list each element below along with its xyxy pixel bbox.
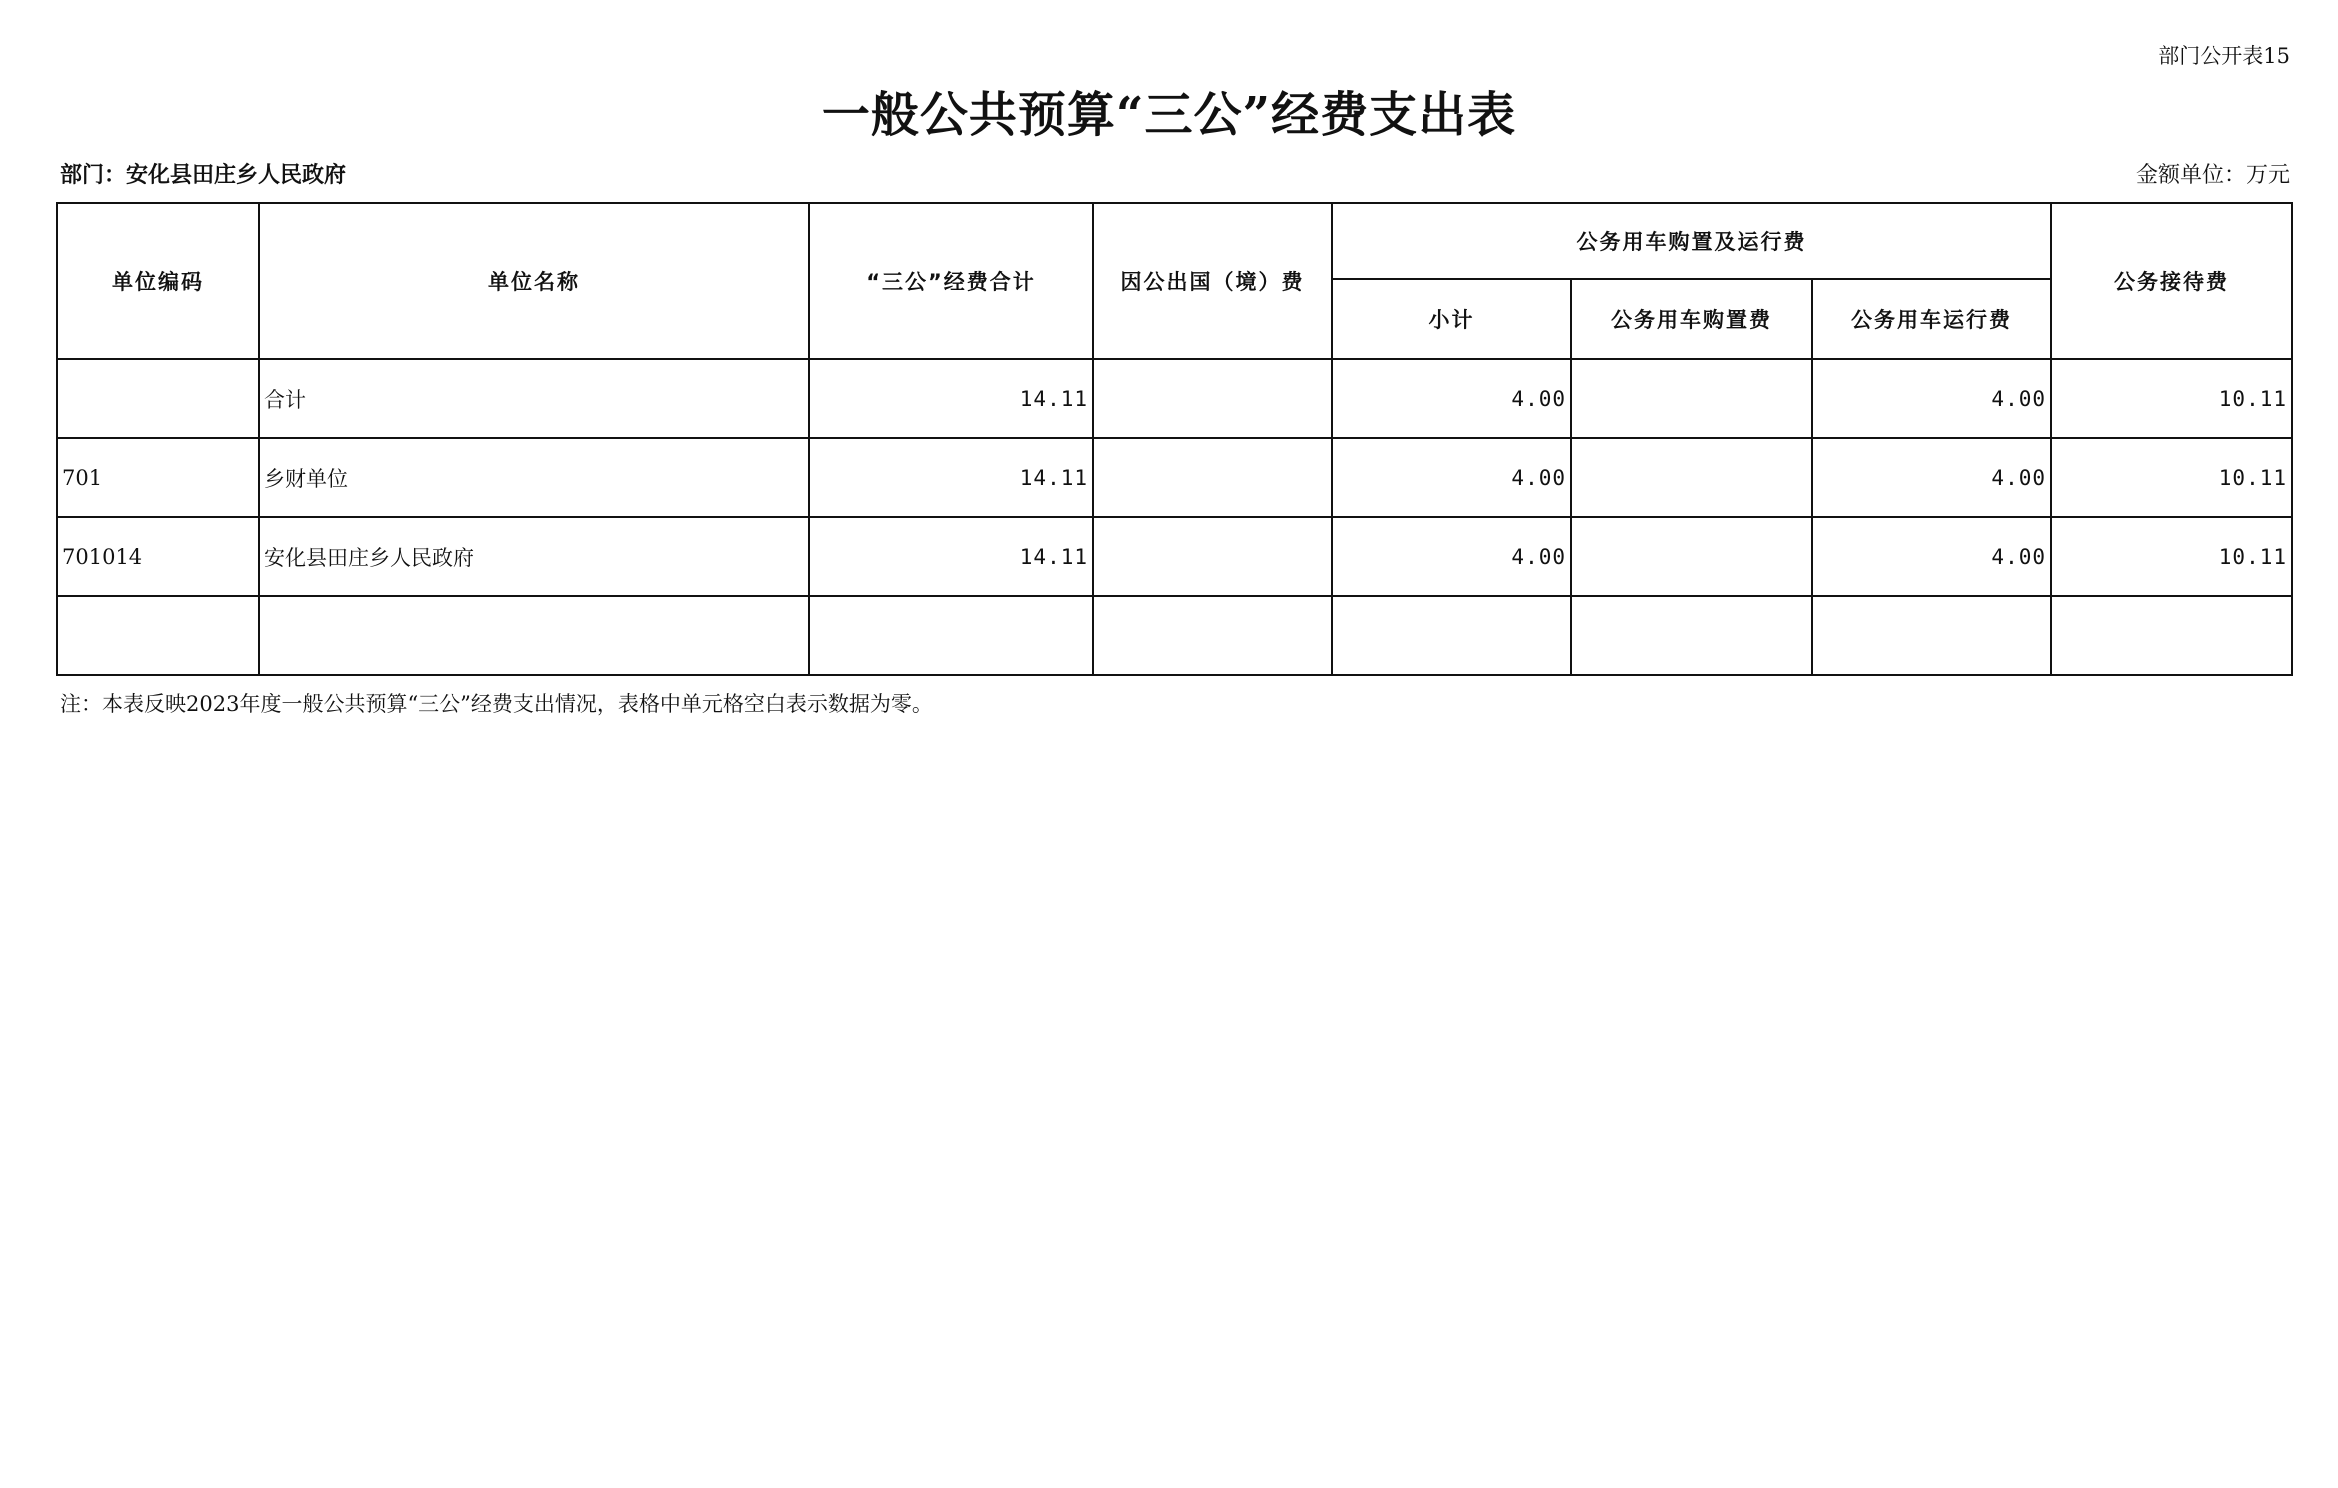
cell-reception: 10.11 <box>2051 438 2292 517</box>
table-row <box>57 438 2292 517</box>
header-row-1 <box>57 203 2292 279</box>
department-label: 部门：安化县田庄乡人民政府 <box>60 162 347 188</box>
cell-total <box>809 596 1093 675</box>
cell-code <box>57 596 259 675</box>
header-unit-code: 单位编码 <box>57 203 259 359</box>
table-row-total <box>57 359 2292 438</box>
cell-vehicle-subtotal: 4.00 <box>1332 438 1571 517</box>
cell-vehicle-purchase <box>1571 596 1812 675</box>
three-public-expenditure-table <box>56 202 2293 676</box>
cell-abroad <box>1093 438 1332 517</box>
header-vehicle-operation: 公务用车运行费 <box>1812 279 2051 359</box>
header-unit-name: 单位名称 <box>259 203 809 359</box>
amount-unit-label: 金额单位：万元 <box>2135 163 2290 188</box>
cell-name: 合计 <box>259 359 809 438</box>
header-vehicle-subtotal: 小计 <box>1332 279 1571 359</box>
cell-code: 701 <box>57 438 259 517</box>
cell-reception <box>2051 596 2292 675</box>
page-title: 一般公共预算“三公”经费支出表 <box>821 87 1517 143</box>
cell-total: 14.11 <box>809 438 1093 517</box>
cell-total: 14.11 <box>809 359 1093 438</box>
cell-vehicle-operation: 4.00 <box>1812 359 2051 438</box>
cell-vehicle-purchase <box>1571 359 1812 438</box>
cell-abroad <box>1093 359 1332 438</box>
table-row-empty <box>57 596 2292 675</box>
cell-abroad <box>1093 596 1332 675</box>
header-vehicle-purchase: 公务用车购置费 <box>1571 279 1812 359</box>
header-abroad: 因公出国（境）费 <box>1093 203 1332 359</box>
header-reception: 公务接待费 <box>2051 203 2292 359</box>
header-total: “三公”经费合计 <box>809 203 1093 359</box>
cell-vehicle-purchase <box>1571 517 1812 596</box>
header-vehicle-group: 公务用车购置及运行费 <box>1332 203 2051 279</box>
cell-abroad <box>1093 517 1332 596</box>
cell-reception: 10.11 <box>2051 359 2292 438</box>
cell-reception: 10.11 <box>2051 517 2292 596</box>
cell-name: 安化县田庄乡人民政府 <box>259 517 809 596</box>
cell-total: 14.11 <box>809 517 1093 596</box>
table-row <box>57 517 2292 596</box>
cell-vehicle-subtotal <box>1332 596 1571 675</box>
cell-vehicle-subtotal: 4.00 <box>1332 359 1571 438</box>
cell-code <box>57 359 259 438</box>
cell-name <box>259 596 809 675</box>
cell-code: 701014 <box>57 517 259 596</box>
cell-name: 乡财单位 <box>259 438 809 517</box>
cell-vehicle-operation: 4.00 <box>1812 438 2051 517</box>
cell-vehicle-operation: 4.00 <box>1812 517 2051 596</box>
cell-vehicle-purchase <box>1571 438 1812 517</box>
cell-vehicle-subtotal: 4.00 <box>1332 517 1571 596</box>
cell-vehicle-operation <box>1812 596 2051 675</box>
table-note: 注：本表反映2023年度一般公共预算“三公”经费支出情况，表格中单元格空白表示数据为零。 <box>60 692 933 716</box>
form-number: 部门公开表15 <box>2158 44 2290 68</box>
